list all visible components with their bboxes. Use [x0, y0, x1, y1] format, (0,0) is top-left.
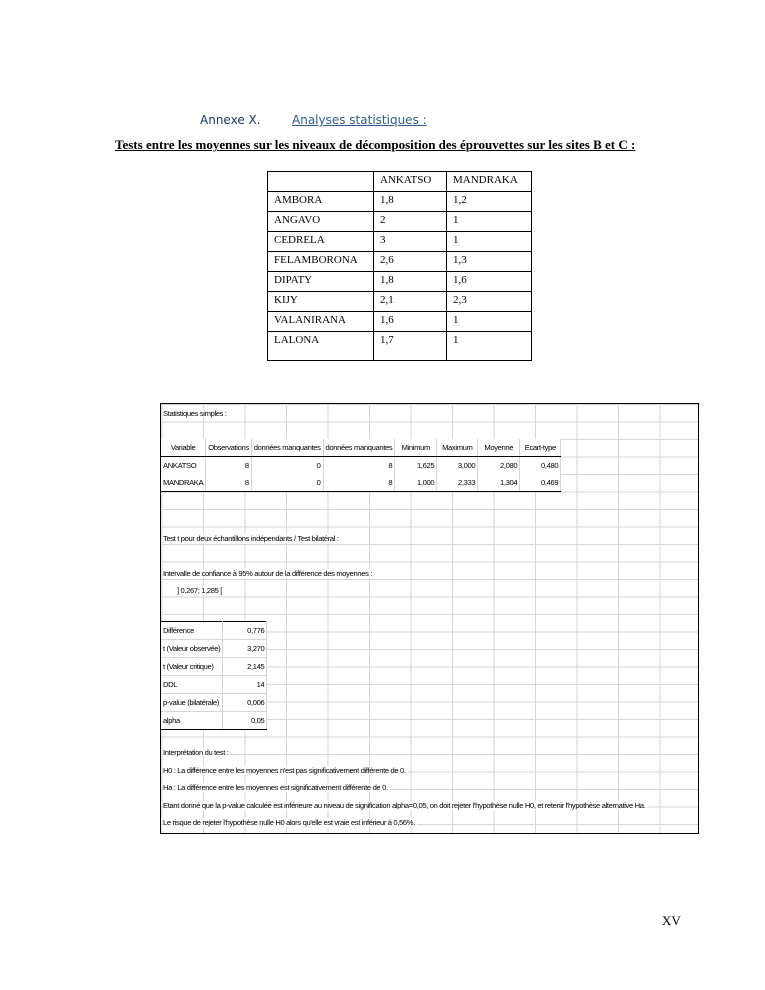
table-cell: 2,1 — [374, 292, 447, 312]
table-cell: 1,6 — [447, 272, 532, 292]
interpretation-title: Interprétation du test : — [163, 748, 229, 757]
table-row — [268, 332, 532, 361]
annex-label: Annexe X. — [200, 113, 261, 127]
result-value: 14 — [223, 676, 267, 694]
stats-cell: 0,469 — [520, 474, 561, 492]
stats-cell: 0 — [251, 474, 323, 492]
table-row — [268, 272, 532, 292]
header-cell: MANDRAKA — [447, 172, 532, 192]
stats-row — [161, 474, 561, 492]
table-cell: FELAMBORONA — [268, 252, 374, 272]
conclusion-text: Etant donné que la p-value calculée est inférieure au niveau de signification alpha=0,05, on doit rejeter l'hypothèse nulle H0, et retenir l'hypothèse alternative Ha. — [163, 801, 646, 810]
table-cell: 2 — [374, 212, 447, 232]
annex-title: Analyses statistiques : — [292, 113, 427, 127]
stats-header-cell: Moyenne — [478, 439, 520, 457]
table-cell: 1,6 — [374, 312, 447, 332]
result-row — [161, 676, 267, 694]
result-row — [161, 640, 267, 658]
stats-header-cell: données manquantes — [323, 439, 395, 457]
result-row — [161, 694, 267, 712]
section-heading: Tests entre les moyennes sur les niveaux de décomposition des éprouvettes sur les sites B et C : — [115, 137, 636, 152]
result-label: DDL — [161, 676, 223, 694]
table-cell: VALANIRANA — [268, 312, 374, 332]
stats-cell: 8 — [323, 474, 395, 492]
table-cell: 2,3 — [447, 292, 532, 312]
risk-text: Le risque de rejeter l'hypothèse nulle H0 alors qu'elle est vraie est inférieur à 0,56%. — [163, 818, 415, 827]
ci-title: Intervalle de confiance à 95% autour de la différence des moyennes : — [163, 569, 373, 578]
stats-header-cell: Ecart-type — [520, 439, 561, 457]
stats-row — [161, 457, 561, 475]
stats-header-cell: Maximum — [437, 439, 478, 457]
table-cell: 1 — [447, 312, 532, 332]
table-row — [268, 292, 532, 312]
simple-stats-table — [161, 439, 561, 492]
table-cell: 1,8 — [374, 192, 447, 212]
stats-header-cell: Variable — [161, 439, 206, 457]
header-cell: ANKATSO — [374, 172, 447, 192]
hypothesis-ha: Ha : La différence entre les moyennes est significativement différente de 0. — [163, 783, 388, 792]
stats-title: Statistiques simples : — [163, 409, 227, 418]
ttest-title: Test t pour deux échantillons indépendants / Test bilatéral : — [163, 534, 339, 543]
table-cell: 2,6 — [374, 252, 447, 272]
page-number: XV — [662, 913, 681, 928]
stats-cell: 8 — [206, 457, 252, 475]
table-cell: 3 — [374, 232, 447, 252]
hypothesis-h0: H0 : La différence entre les moyennes n'est pas significativement différente de 0. — [163, 766, 406, 775]
result-row — [161, 712, 267, 730]
stats-cell: MANDRAKA — [161, 474, 206, 492]
table-cell: ANGAVO — [268, 212, 374, 232]
stats-header-cell: données manquantes — [251, 439, 323, 457]
stats-cell: 1,625 — [395, 457, 437, 475]
table-cell: 1,8 — [374, 272, 447, 292]
ci-value: ] 0,267; 1,285 [ — [177, 586, 223, 595]
header-cell — [268, 172, 374, 192]
table-row — [268, 312, 532, 332]
stats-header-cell: Minimum — [395, 439, 437, 457]
stats-cell: 0 — [251, 457, 323, 475]
table-cell: LALONA — [268, 332, 374, 361]
table-cell: 1 — [447, 232, 532, 252]
stats-cell: 2,080 — [478, 457, 520, 475]
result-label: Différence — [161, 622, 223, 640]
stats-cell: 1,304 — [478, 474, 520, 492]
table-cell: KIJY — [268, 292, 374, 312]
decomposition-table — [267, 171, 532, 361]
stats-cell: 1,000 — [395, 474, 437, 492]
result-label: t (Valeur critique) — [161, 658, 223, 676]
result-row — [161, 658, 267, 676]
result-value: 0,05 — [223, 712, 267, 730]
result-label: alpha — [161, 712, 223, 730]
table-cell: AMBORA — [268, 192, 374, 212]
table-cell: 1 — [447, 332, 532, 361]
result-value: 2,145 — [223, 658, 267, 676]
stats-cell: 0,480 — [520, 457, 561, 475]
table-cell: 1,7 — [374, 332, 447, 361]
result-row — [161, 622, 267, 640]
stats-cell: 3,000 — [437, 457, 478, 475]
stats-cell: 8 — [206, 474, 252, 492]
result-label: t (Valeur observée) — [161, 640, 223, 658]
table-row — [268, 232, 532, 252]
result-value: 3,270 — [223, 640, 267, 658]
result-value: 0,776 — [223, 622, 267, 640]
table-cell: 1,3 — [447, 252, 532, 272]
table-row — [268, 212, 532, 232]
table-cell: DIPATY — [268, 272, 374, 292]
table-cell: CEDRELA — [268, 232, 374, 252]
table-row — [268, 252, 532, 272]
stats-cell: ANKATSO — [161, 457, 206, 475]
table-header-row — [268, 172, 532, 192]
table-cell: 1 — [447, 212, 532, 232]
spreadsheet-output — [160, 403, 699, 834]
stats-cell: 2,333 — [437, 474, 478, 492]
stats-cell: 8 — [323, 457, 395, 475]
table-cell: 1,2 — [447, 192, 532, 212]
ttest-results-table — [161, 621, 267, 730]
result-label: p-value (bilatérale) — [161, 694, 223, 712]
table-row — [268, 192, 532, 212]
stats-header-cell: Observations — [206, 439, 252, 457]
result-value: 0,006 — [223, 694, 267, 712]
